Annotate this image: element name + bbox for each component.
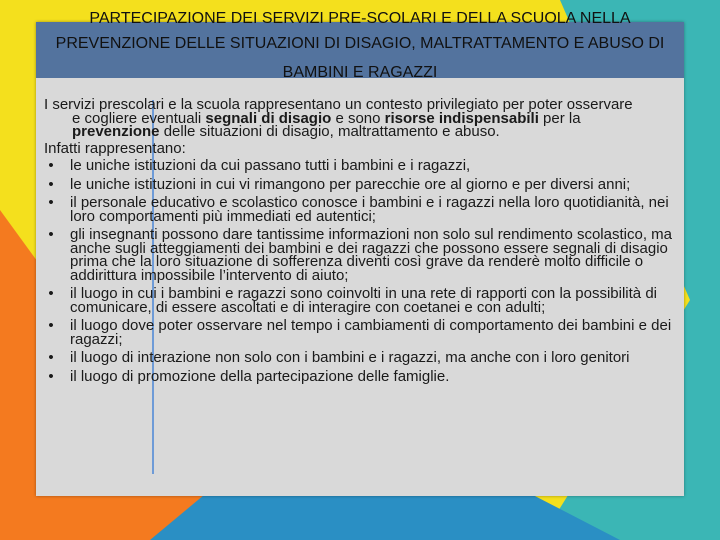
intro-paragraph bbox=[44, 98, 676, 139]
intro-line-3 bbox=[44, 125, 676, 139]
bullet-list bbox=[44, 159, 676, 383]
emphasis-resources: risorse indispensabili bbox=[384, 109, 539, 127]
bullet-marker: • bbox=[48, 157, 54, 174]
list-item-text: il personale educativo e scolastico conosce i bambini e i ragazzi nella loro quotidianità, nei loro comportamenti più immediati ed autentici; bbox=[70, 194, 669, 225]
list-item bbox=[44, 319, 676, 346]
list-item-text: le uniche istituzioni in cui vi rimangono per parecchie ore al giorno e per diversi anni; bbox=[70, 175, 631, 193]
bullet-marker: • bbox=[48, 349, 54, 366]
bullet-marker: • bbox=[48, 367, 54, 385]
list-item bbox=[44, 196, 676, 223]
intro-text: e sono bbox=[331, 109, 385, 127]
slide-title-line-1: PARTECIPAZIONE DEI SERVIZI PRE-SCOLARI E DELLA SCUOLA NELLA bbox=[89, 10, 631, 27]
slide-body bbox=[44, 98, 676, 388]
list-item bbox=[44, 228, 676, 282]
intro-text: e cogliere eventuali bbox=[72, 109, 206, 127]
bullet-marker: • bbox=[48, 285, 54, 302]
list-item-text: gli insegnanti possono dare tantissime informazioni non solo sul rendimento scolastico, ma anche sugli atteggiamenti dei bambini e dei ragazzi che possono essere segnali di disagio prima che la loro situazione di sofferenza diventi così grave da renderè molto difficile o addirittura impossibile l’intervento di aiuto; bbox=[70, 226, 672, 284]
list-item-text: le uniche istituzioni da cui passano tutti i bambini e i ragazzi, bbox=[70, 157, 471, 174]
intro-line-1: I servizi prescolari e la scuola rappresentano un contesto privilegiato per poter osservare bbox=[44, 96, 633, 113]
list-item bbox=[44, 159, 676, 173]
bullet-marker: • bbox=[48, 175, 54, 193]
bullet-marker: • bbox=[48, 317, 54, 334]
list-item bbox=[44, 175, 676, 193]
list-item-text: il luogo dove poter osservare nel tempo i cambiamenti di comportamento dei bambini e dei ragazzi; bbox=[70, 317, 672, 348]
list-lead: Infatti rappresentano: bbox=[44, 139, 186, 157]
list-item bbox=[44, 367, 676, 385]
list-item-text: il luogo in cui i bambini e ragazzi sono coinvolti in una rete di rapporti con la possibilità di comunicare, di essere ascoltati e di interagire con coetanei e con adulti; bbox=[70, 285, 657, 316]
slide-title-line-3: BAMBINI E RAGAZZI bbox=[282, 64, 438, 81]
list-item-text: il luogo di promozione della partecipazione delle famiglie. bbox=[70, 367, 450, 385]
intro-text: per la bbox=[538, 109, 581, 127]
emphasis-signals: segnali di disagio bbox=[205, 109, 332, 127]
emphasis-prevention: prevenzione bbox=[72, 123, 160, 140]
bullet-marker: • bbox=[48, 194, 54, 211]
list-item bbox=[44, 287, 676, 314]
list-item bbox=[44, 351, 676, 365]
list-item-text: il luogo di interazione non solo con i bambini e i ragazzi, ma anche con i loro genitori bbox=[70, 349, 630, 366]
bullet-marker: • bbox=[48, 226, 54, 243]
slide-title-line-2: PREVENZIONE DELLE SITUAZIONI DI DISAGIO, MALTRATTAMENTO E ABUSO DI bbox=[55, 35, 665, 52]
intro-text: delle situazioni di disagio, maltrattamento e abuso. bbox=[159, 123, 500, 140]
